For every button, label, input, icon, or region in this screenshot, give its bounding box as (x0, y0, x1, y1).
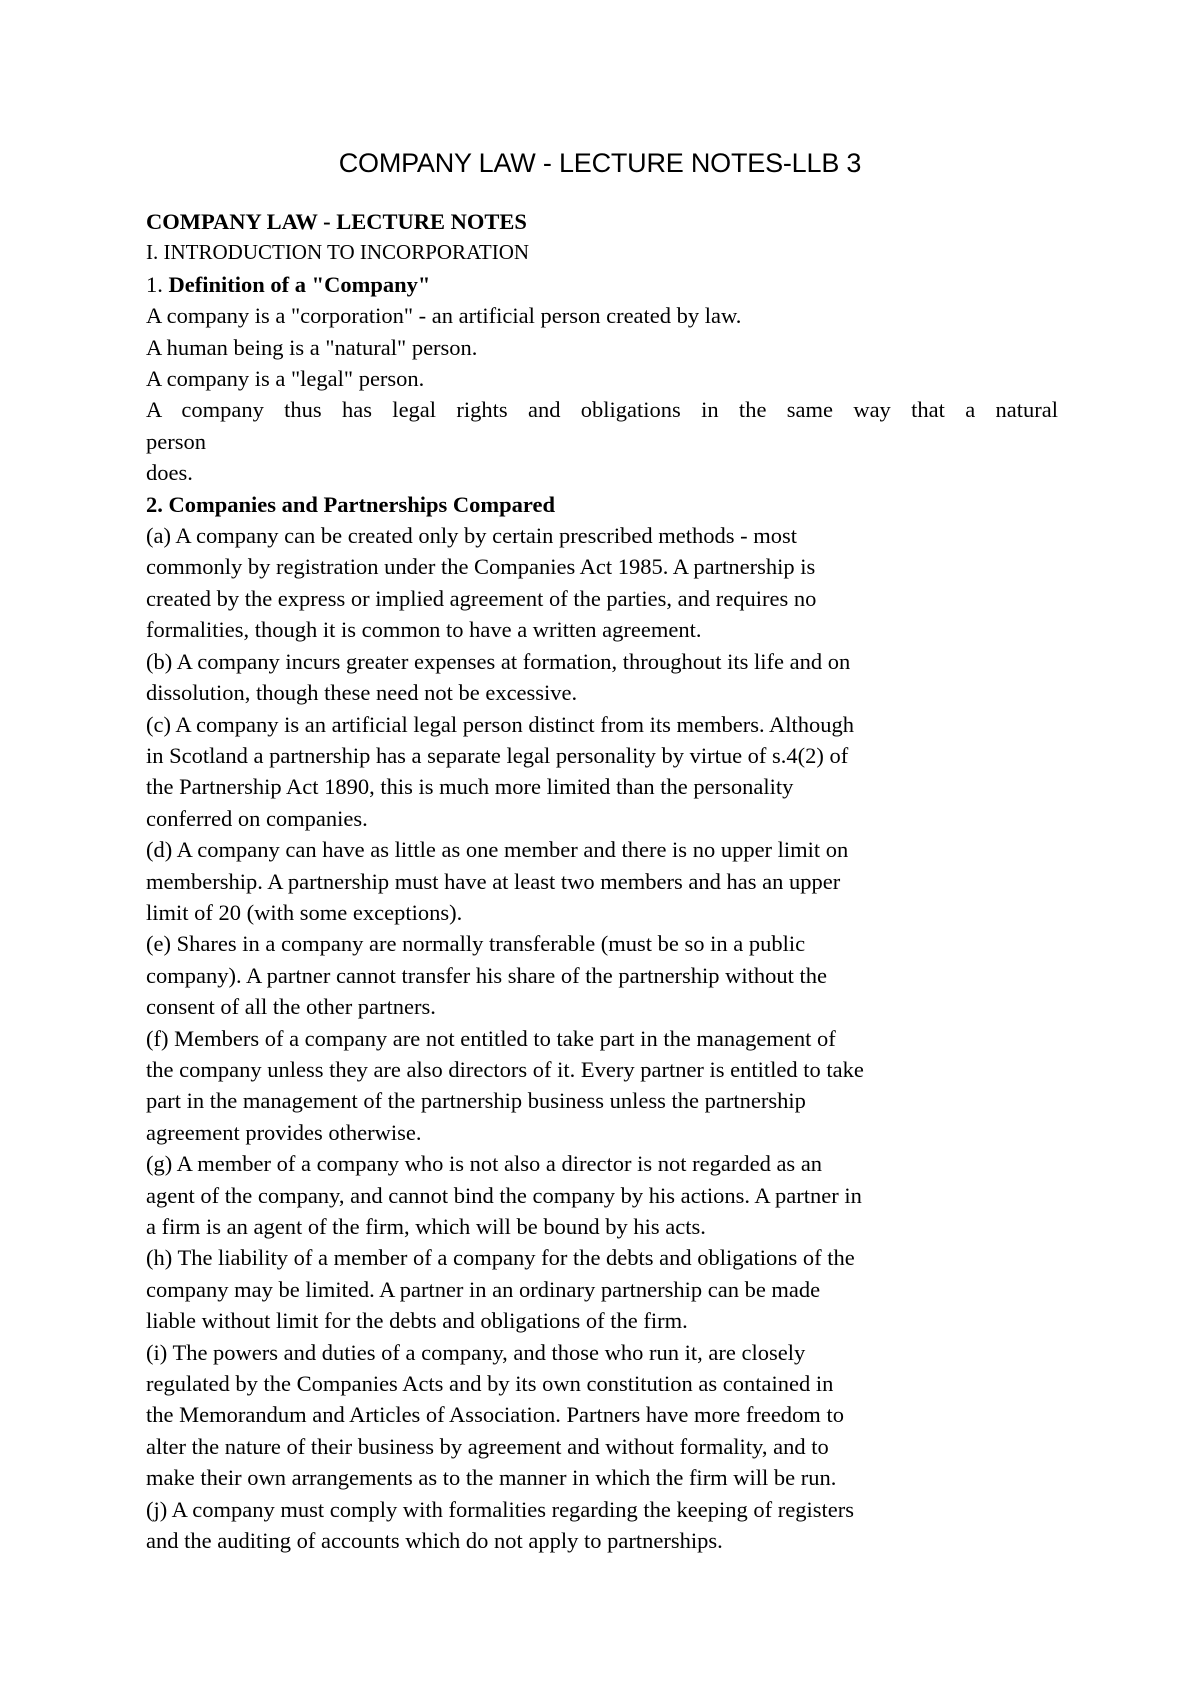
paragraph-line: (h) The liability of a member of a company for the debts and obligations of the (146, 1245, 855, 1271)
paragraph-line: the Memorandum and Articles of Association. Partners have more freedom to (146, 1402, 844, 1428)
paragraph-line: part in the management of the partnership business unless the partnership (146, 1088, 806, 1114)
paragraph-line: formalities, though it is common to have a written agreement. (146, 617, 702, 643)
paragraph-line: membership. A partnership must have at least two members and has an upper (146, 868, 841, 894)
paragraph-line: agent of the company, and cannot bind the company by his actions. A partner in (146, 1182, 862, 1208)
section-heading: I. INTRODUCTION TO INCORPORATION (146, 240, 530, 265)
paragraph-line: A company thus has legal rights and obligations in the same way that a natural (146, 397, 1058, 423)
paragraph-line: a firm is an agent of the firm, which will be bound by his acts. (146, 1214, 706, 1239)
paragraph-line: and the auditing of accounts which do not apply to partnerships. (146, 1528, 723, 1554)
subsection-1-title: Definition of a "Company" (168, 271, 431, 297)
paragraph-line: person (146, 428, 206, 454)
paragraph-line: in Scotland a partnership has a separate legal personality by virtue of s.4(2) of (146, 742, 849, 768)
paragraph-line: (g) A member of a company who is not also a director is not regarded as an (146, 1151, 823, 1177)
paragraph-line: A company is a "legal" person. (146, 366, 425, 392)
paragraph-line: alter the nature of their business by agreement and without formality, and to (146, 1433, 829, 1459)
paragraph-line: conferred on companies. (146, 805, 368, 831)
paragraph-line: company). A partner cannot transfer his share of the partnership without the (146, 962, 828, 988)
paragraph-line: make their own arrangements as to the manner in which the firm will be run. (146, 1465, 837, 1491)
paragraph-line: (a) A company can be created only by certain prescribed methods - most (146, 523, 798, 549)
paragraph-line: (j) A company must comply with formalities regarding the keeping of registers (146, 1496, 854, 1522)
paragraph-line: company may be limited. A partner in an ordinary partnership can be made (146, 1276, 821, 1302)
paragraph-line: (i) The powers and duties of a company, and those who run it, are closely (146, 1339, 806, 1365)
paragraph-line: (b) A company incurs greater expenses at formation, throughout its life and on (146, 648, 851, 674)
paragraph-line: the company unless they are also directors of it. Every partner is entitled to take (146, 1056, 864, 1082)
paragraph-line: liable without limit for the debts and obligations of the firm. (146, 1308, 688, 1334)
paragraph-line: dissolution, though these need not be excessive. (146, 680, 578, 706)
paragraph-line: the Partnership Act 1890, this is much more limited than the personality (146, 774, 794, 800)
paragraph-line: commonly by registration under the Companies Act 1985. A partnership is (146, 554, 816, 580)
paragraph-line: consent of all the other partners. (146, 994, 436, 1020)
paragraph-line: does. (146, 460, 193, 486)
paragraph-line: agreement provides otherwise. (146, 1119, 422, 1145)
subsection-2-heading: 2. Companies and Partnerships Compared (146, 491, 555, 517)
paragraph-line: limit of 20 (with some exceptions). (146, 899, 463, 925)
paragraph-line: (d) A company can have as little as one member and there is no upper limit on (146, 837, 849, 863)
document-body (146, 206, 1058, 1556)
paragraph-line: A company is a "corporation" - an artificial person created by law. (146, 303, 742, 329)
paragraph-line: (e) Shares in a company are normally transferable (must be so in a public (146, 931, 806, 957)
paragraph-line: (f) Members of a company are not entitled to take part in the management of (146, 1025, 836, 1051)
subsection-1-number: 1. (146, 271, 169, 297)
document-title: COMPANY LAW - LECTURE NOTES-LLB 3 (338, 148, 862, 178)
lecture-heading: COMPANY LAW - LECTURE NOTES (146, 209, 527, 234)
paragraph-line: (c) A company is an artificial legal person distinct from its members. Although (146, 711, 854, 737)
paragraph-line: created by the express or implied agreement of the parties, and requires no (146, 585, 817, 611)
paragraph-line: A human being is a "natural" person. (146, 334, 478, 360)
paragraph-line: regulated by the Companies Acts and by its own constitution as contained in (146, 1371, 834, 1397)
subsection-1-heading (146, 269, 1058, 300)
